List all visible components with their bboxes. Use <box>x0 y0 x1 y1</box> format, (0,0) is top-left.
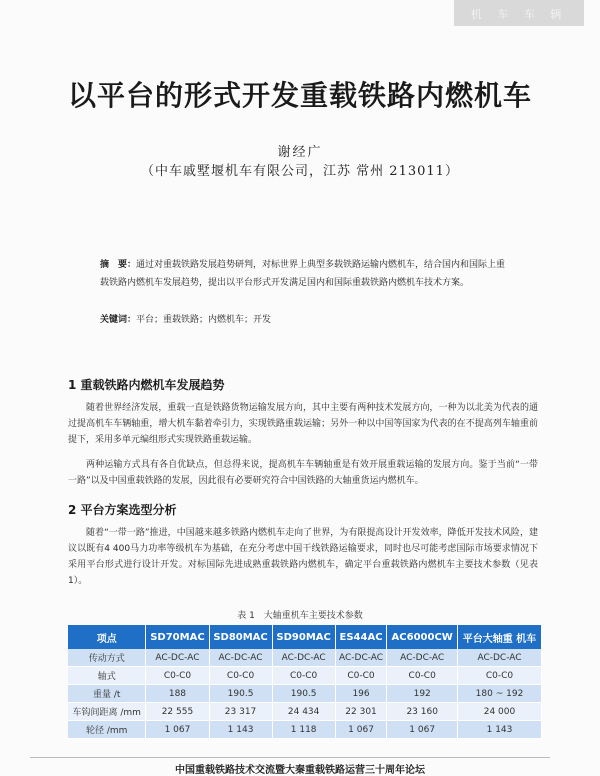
table-cell: C0-C0 <box>146 667 209 685</box>
section-1-paragraph-2: 两种运输方式具有各自优缺点，但总得来说，提高机车车辆轴重是有效开展重载运输的发展方向。鉴于当前“一带一路”以及中国重载铁路的发展，因此很有必要研究符合中国铁路的大轴重货运内燃机车。 <box>68 460 538 486</box>
table-cell: 1 143 <box>457 721 541 739</box>
table-row <box>68 685 542 703</box>
table-cell: C0-C0 <box>272 667 335 685</box>
section-heading-2: 2 平台方案选型分析 <box>68 503 177 517</box>
table-row <box>68 649 542 667</box>
abstract-label: 摘 要： <box>100 260 137 270</box>
section-heading-1: 1 重载铁路内燃机车发展趋势 <box>68 378 225 392</box>
table-cell: AC-DC-AC <box>457 649 541 667</box>
table-cell: 1 118 <box>272 721 335 739</box>
table-header-cell: SD80MAC <box>209 625 272 649</box>
table-cell: 1 067 <box>146 721 209 739</box>
paper-title: 以平台的形式开发重载铁路内燃机车 <box>67 79 532 112</box>
table-header-row <box>68 625 542 649</box>
table-cell: 190.5 <box>272 685 335 703</box>
abstract <box>100 256 512 292</box>
table-cell: C0-C0 <box>335 667 387 685</box>
table-cell: AC-DC-AC <box>387 649 458 667</box>
table-header-cell: AC6000CW <box>387 625 458 649</box>
footer-divider <box>30 757 550 758</box>
table-cell: 传动方式 <box>68 649 146 667</box>
table-row <box>68 721 542 739</box>
table-cell: 车钩间距离 /mm <box>68 703 146 721</box>
section-2-paragraph-1: 随着“一带一路”推进，中国越来越多铁路内燃机车走向了世界，为有限提高设计开发效率，降低开发技术风险，建议以既有4 400马力功率等级机车为基础，在充分考虑中国干线铁路运输要求，同时也尽可能考虑国际市场要求情况下采用平台形式进行设计开发。对标国际先进成熟重载铁路内燃机车，确定平台重载铁路内燃机车主要技术参数（见表1）。 <box>68 528 538 586</box>
table-cell: C0-C0 <box>387 667 458 685</box>
table-cell: 22 301 <box>335 703 387 721</box>
table-header-cell: SD70MAC <box>146 625 209 649</box>
table-cell: AC-DC-AC <box>272 649 335 667</box>
table-caption: 表 1 大轴重机车主要技术参数 <box>237 611 363 621</box>
table-cell: 1 067 <box>387 721 458 739</box>
section-1-paragraph-1: 随着世界经济发展，重载一直是铁路货物运输发展方向，其中主要有两种技术发展方向，一种为以北美为代表的通过提高机车车辆轴重，增大机车黏着牵引力，实现铁路重载运输；另外一种以中国等国家为代表的在不提高列车轴重前提下，采用多单元编组形式实现铁路重载运输。 <box>68 403 538 445</box>
table-cell: 23 160 <box>387 703 458 721</box>
table-cell: 188 <box>146 685 209 703</box>
table-row <box>68 667 542 685</box>
table-cell: 1 067 <box>335 721 387 739</box>
table-cell: C0-C0 <box>457 667 541 685</box>
table-header-cell: SD90MAC <box>272 625 335 649</box>
table-cell: AC-DC-AC <box>209 649 272 667</box>
table-cell: 重量 /t <box>68 685 146 703</box>
table-cell: 24 434 <box>272 703 335 721</box>
spec-table <box>68 625 542 739</box>
keywords-label: 关键词： <box>100 315 137 325</box>
table-cell: 22 555 <box>146 703 209 721</box>
affiliation: （中车戚墅堰机车有限公司，江苏 常州 213011） <box>141 164 459 179</box>
table-cell: 180 ~ 192 <box>457 685 541 703</box>
table-cell: AC-DC-AC <box>146 649 209 667</box>
table-header-cell: 项点 <box>68 625 146 649</box>
table-cell: C0-C0 <box>209 667 272 685</box>
table-cell: 24 000 <box>457 703 541 721</box>
table-cell: 轮径 /mm <box>68 721 146 739</box>
table-header-cell: ES44AC <box>335 625 387 649</box>
table-cell: AC-DC-AC <box>335 649 387 667</box>
table-cell: 1 143 <box>209 721 272 739</box>
table-cell: 轴式 <box>68 667 146 685</box>
author: 谢经广 <box>277 145 323 160</box>
table-cell: 23 317 <box>209 703 272 721</box>
abstract-text: 通过对重载铁路发展趋势研判，对标世界上典型多载铁路运输内燃机车，结合国内和国际上重载铁路内燃机车发展趋势，提出以平台形式开发满足国内和国际重载铁路内燃机车技术方案。 <box>100 260 506 288</box>
table-cell: 196 <box>335 685 387 703</box>
table-cell: 192 <box>387 685 458 703</box>
table-row <box>68 703 542 721</box>
table-header-cell: 平台大轴重 机车 <box>457 625 541 649</box>
page-footer: 中国重载铁路技术交流暨大秦重载铁路运营三十周年论坛 <box>175 765 425 776</box>
column-tag: 机 车 车 辆 <box>454 0 584 26</box>
table-cell: 190.5 <box>209 685 272 703</box>
keywords-text: 平台；重载铁路；内燃机车；开发 <box>136 315 272 325</box>
keywords <box>100 312 512 328</box>
